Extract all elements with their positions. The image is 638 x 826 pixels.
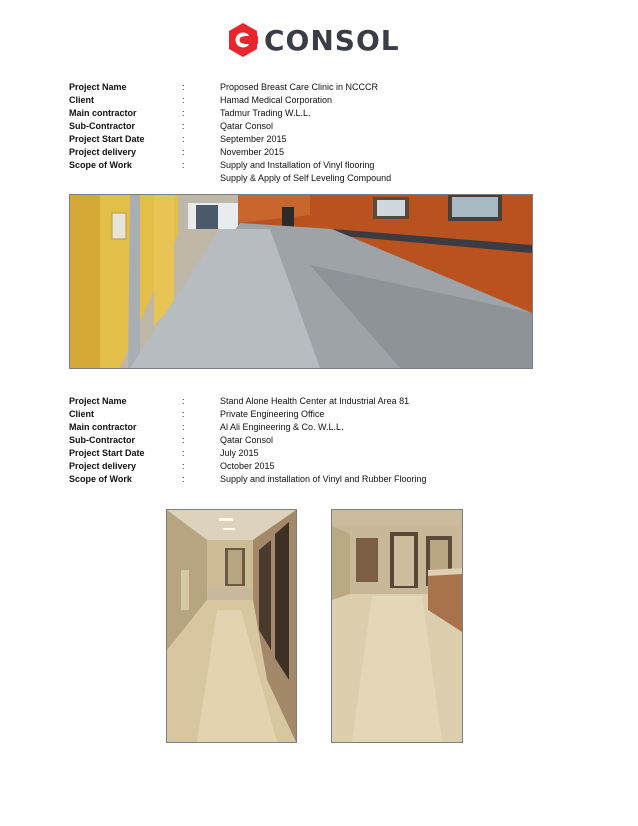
field-value: Hamad Medical Corporation (220, 95, 333, 105)
project-1-row (69, 107, 391, 120)
field-value: Supply & Apply of Self Leveling Compound (220, 173, 392, 183)
field-value: Tadmur Trading W.L.L. (220, 108, 311, 118)
field-separator: : (182, 448, 185, 458)
project-2-row (69, 395, 426, 408)
field-label: Project Name (69, 82, 127, 92)
project-2-row (69, 447, 426, 460)
project-1-row (69, 81, 391, 94)
field-separator: : (182, 121, 185, 131)
field-value: Qatar Consol (220, 121, 274, 131)
project-2-room-photo (331, 509, 463, 743)
field-label: Project Start Date (69, 448, 145, 458)
field-separator (182, 172, 220, 185)
project-2-row (69, 434, 426, 447)
field-value: July 2015 (220, 448, 259, 458)
field-value: Supply and Installation of Vinyl flooring (220, 160, 375, 170)
project-2-details (69, 395, 426, 486)
field-separator: : (182, 147, 185, 157)
field-value: Proposed Breast Care Clinic in NCCCR (220, 82, 379, 92)
consol-logo (228, 18, 400, 62)
field-label: Sub-Contractor (69, 435, 135, 445)
consol-logo-mark-icon (228, 22, 258, 58)
field-separator: : (182, 409, 185, 419)
project-2-row (69, 473, 426, 486)
project-1-row (69, 133, 391, 146)
field-value: Al Ali Engineering & Co. W.L.L. (220, 422, 344, 432)
project-1-corridor-photo (69, 194, 533, 369)
field-label: Project delivery (69, 461, 137, 471)
field-value: Supply and installation of Vinyl and Rubber Flooring (220, 474, 427, 484)
field-value: Private Engineering Office (220, 409, 325, 419)
field-label: Project delivery (69, 147, 137, 157)
project-2-row (69, 421, 426, 434)
field-label: Scope of Work (69, 160, 132, 170)
project-2-row (69, 460, 426, 473)
field-separator: : (182, 82, 185, 92)
project-1-row (69, 146, 391, 159)
project-1-row (69, 159, 391, 172)
field-label: Client (69, 409, 95, 419)
field-separator: : (182, 474, 185, 484)
project-1-row (69, 94, 391, 107)
field-label: Scope of Work (69, 474, 132, 484)
field-label (69, 172, 182, 185)
field-separator: : (182, 396, 185, 406)
project-2-row (69, 408, 426, 421)
field-separator: : (182, 435, 185, 445)
project-1-row (69, 172, 391, 185)
field-separator: : (182, 160, 185, 170)
project-1-row (69, 120, 391, 133)
field-separator: : (182, 422, 185, 432)
brand-name: CONSOL (264, 23, 400, 57)
field-separator: : (182, 108, 185, 118)
field-label: Main contractor (69, 422, 137, 432)
field-value: October 2015 (220, 461, 275, 471)
field-separator: : (182, 461, 185, 471)
field-label: Project Start Date (69, 134, 145, 144)
field-value: Qatar Consol (220, 435, 274, 445)
field-value: September 2015 (220, 134, 287, 144)
project-2-corridor-photo (166, 509, 297, 743)
field-value: November 2015 (220, 147, 285, 157)
field-label: Main contractor (69, 108, 137, 118)
project-1-details (69, 81, 391, 185)
field-separator: : (182, 134, 185, 144)
field-separator: : (182, 95, 185, 105)
field-label: Sub-Contractor (69, 121, 135, 131)
field-label: Client (69, 95, 95, 105)
field-value: Stand Alone Health Center at Industrial Area 81 (220, 396, 410, 406)
field-label: Project Name (69, 396, 127, 406)
